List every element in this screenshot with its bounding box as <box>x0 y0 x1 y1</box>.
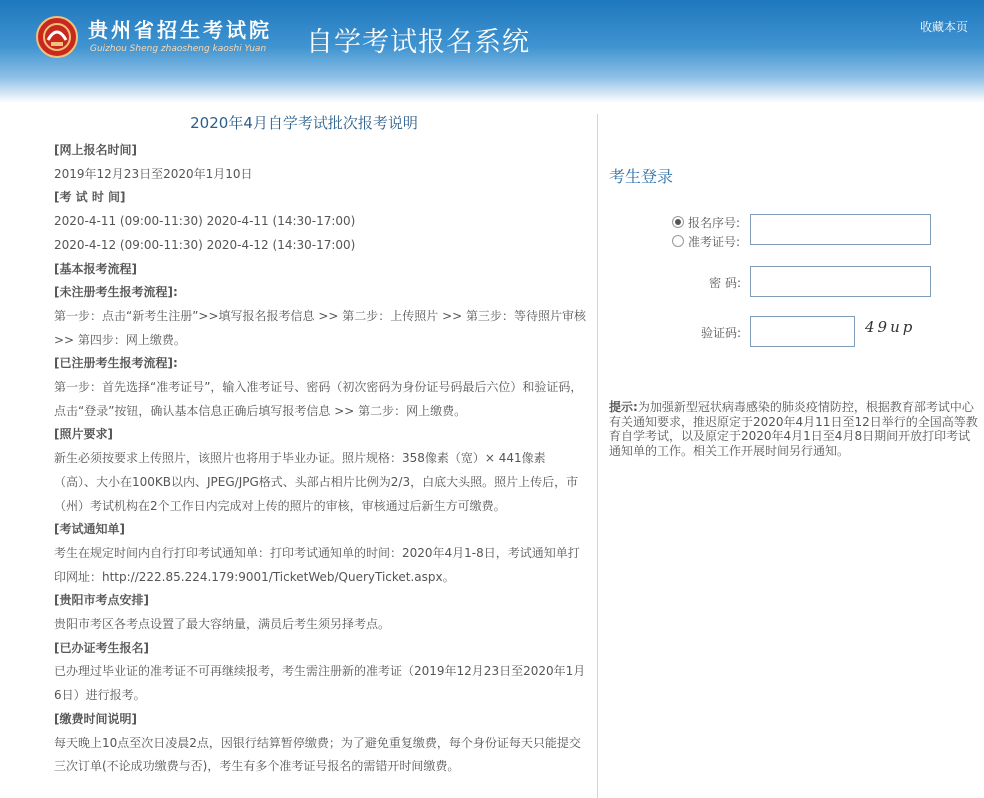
page-header <box>0 0 984 103</box>
instruction-text: 三次订单(不论成功缴费与否)，考生有多个准考证号报名的需错开时间缴费。 <box>54 759 460 774</box>
tip-notice <box>609 400 981 458</box>
section-heading: [已注册考生报考流程]: <box>54 356 178 371</box>
section-heading: [未注册考生报考流程]: <box>54 285 178 300</box>
instruction-text: 考生在规定时间内自行打印考试通知单：打印考试通知单的时间：2020年4月1-8日，考试通知单打 <box>54 545 580 560</box>
instruction-text: 2019年12月23日至2020年1月10日 <box>54 166 253 181</box>
exam-instructions <box>54 112 594 779</box>
org-name-cn: 贵州省招生考试院 <box>88 18 272 42</box>
radio-checked-icon[interactable] <box>672 216 684 228</box>
instruction-text: 第一步：首先选择“准考证号”，输入准考证号、密码（初次密码为身份证号码最后六位）和验证码， <box>54 380 583 395</box>
section-heading: [基本报考流程] <box>54 261 137 276</box>
section-heading: [贵阳市考点安排] <box>54 593 149 608</box>
login-title: 考生登录 <box>609 167 674 186</box>
radio-unchecked-icon[interactable] <box>672 235 684 247</box>
section-heading: [考 试 时 间] <box>54 190 126 205</box>
instruction-text: 6日）进行报考。 <box>54 688 146 703</box>
instruction-text: （州）考试机构在2个工作日内完成对上传的照片的审核，审核通过后新生方可缴费。 <box>54 498 506 513</box>
org-name-pinyin: Guizhou Sheng zhaosheng kaoshi Yuan <box>90 44 267 54</box>
tip-label: 提示: <box>609 400 638 414</box>
radio-registration-no-label: 报名序号: <box>688 216 741 230</box>
exam-authority-logo <box>36 16 78 58</box>
section-heading: [已办证考生报名] <box>54 640 149 655</box>
radio-ticket-no[interactable] <box>672 233 740 250</box>
instruction-text: 已办理过毕业证的准考证不可再继续报考，考生需注册新的准考证（2019年12月23日至2020年1月 <box>54 664 586 679</box>
instruction-text: 印网址：http://222.85.224.179:9001/TicketWeb/QueryTicket.aspx。 <box>54 569 455 584</box>
column-divider <box>597 114 598 798</box>
instruction-lines <box>54 139 594 779</box>
section-heading: [网上报名时间] <box>54 143 137 157</box>
tip-text: 为加强新型冠状病毒感染的肺炎疫情防控，根据教育部考试中心有关通知要求，推迟原定于2020年4月11日至12日举行的全国高等教育自学考试，以及原定于2020年4月1日至4月8日期间开放打印考试通知单的工作。相关工作开展时间另行通知。 <box>609 400 978 458</box>
system-title: 自学考试报名系统 <box>306 27 530 58</box>
instruction-text: 第一步：点击“新考生注册”>>填写报名报考信息 >> 第二步：上传照片 >> 第三步：等待照片审核 <box>54 308 587 323</box>
notice-title: 2020年4月自学考试批次报考说明 <box>190 114 418 132</box>
section-heading: [照片要求] <box>54 427 113 442</box>
instruction-text: 2020-4-11 (09:00-11:30) 2020-4-11 (14:30-17:00) <box>54 214 356 229</box>
instruction-text: >> 第四步：网上缴费。 <box>54 332 186 347</box>
add-favorite-link[interactable]: 收藏本页 <box>919 20 968 34</box>
section-heading: [考试通知单] <box>54 522 125 537</box>
radio-ticket-no-label: 准考证号: <box>688 235 741 249</box>
password-label: 密 码: <box>709 276 741 290</box>
captcha-input[interactable] <box>750 316 855 347</box>
instruction-text: 点击“登录”按钮，确认基本信息正确后填写报考信息 >> 第二步：网上缴费。 <box>54 403 467 418</box>
radio-registration-no[interactable] <box>672 214 740 231</box>
id-input[interactable] <box>750 214 931 245</box>
instruction-text: （高）、大小在100KB以内、JPEG/JPG格式、头部占相片比例为2/3，白底大头照。照片上传后，市 <box>54 474 579 489</box>
captcha-label: 验证码: <box>700 326 741 340</box>
instruction-text: 每天晚上10点至次日凌晨2点，因银行结算暂停缴费；为了避免重复缴费，每个身份证每天只能提交 <box>54 735 581 750</box>
captcha-image[interactable]: 49up <box>865 318 916 336</box>
instruction-text: 贵阳市考区各考点设置了最大容纳量，满员后考生须另择考点。 <box>54 617 391 632</box>
password-input[interactable] <box>750 266 931 297</box>
instruction-text: 新生必须按要求上传照片，该照片也将用于毕业办证。照片规格：358像素（宽）× 441像素 <box>54 451 546 466</box>
instruction-text: 2020-4-12 (09:00-11:30) 2020-4-12 (14:30-17:00) <box>54 237 356 252</box>
section-heading: [缴费时间说明] <box>54 711 137 726</box>
